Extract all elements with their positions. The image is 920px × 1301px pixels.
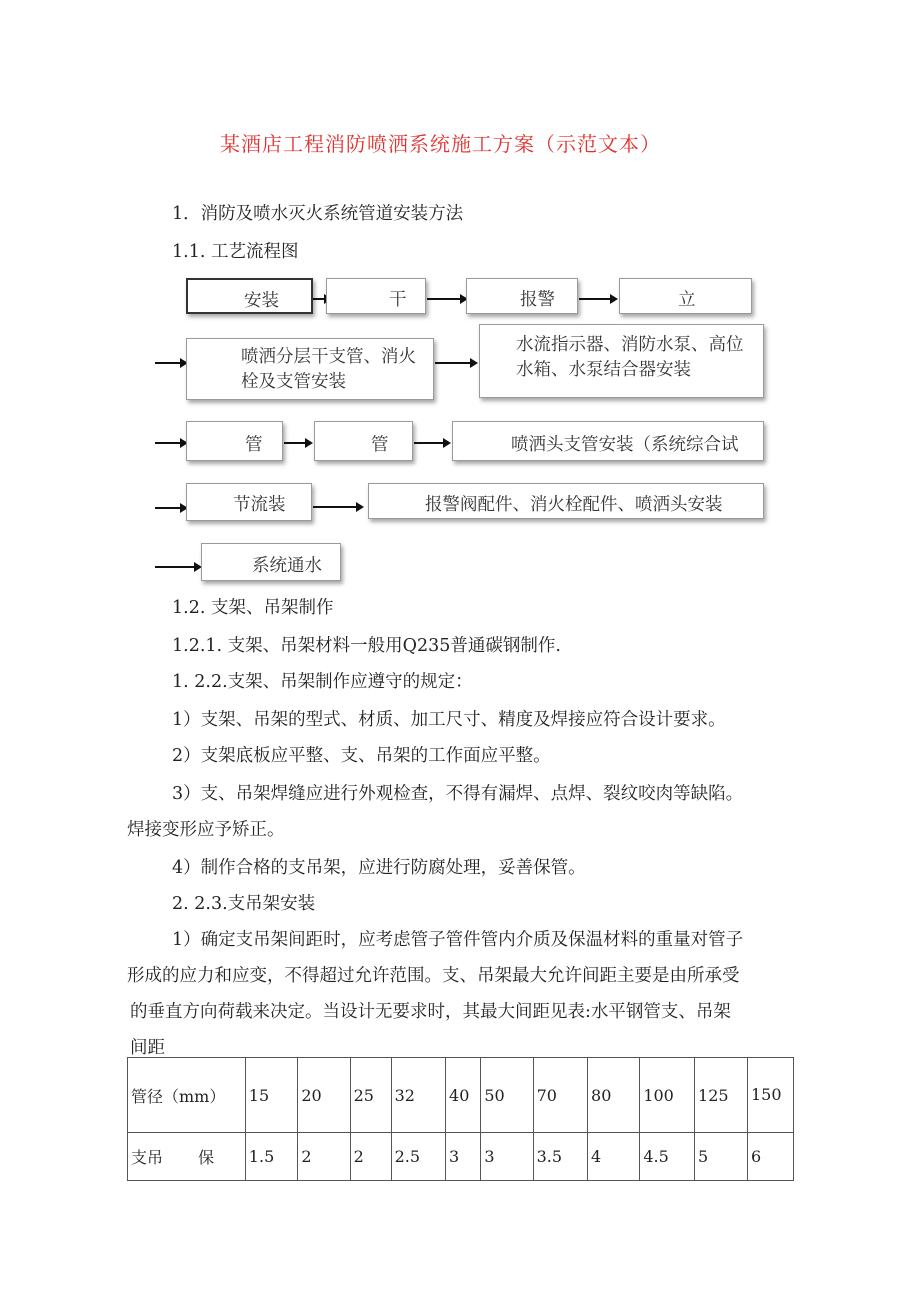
flow-box-label: 安装 <box>244 291 279 311</box>
table-cell: 5 <box>695 1133 748 1181</box>
flow-box-alarm <box>466 278 578 314</box>
table-cell: 4 <box>588 1133 640 1181</box>
table-cell: 80 <box>588 1058 640 1133</box>
flow-box-label: 水流指示器、消防水泵、高位水箱、水泵结合器安装 <box>516 335 744 380</box>
table-cell: 3 <box>446 1133 481 1181</box>
paragraph: 间距 <box>130 1038 165 1058</box>
flow-box-label: 节流装 <box>233 495 286 515</box>
table-cell: 32 <box>391 1058 445 1133</box>
table-cell: 20 <box>298 1058 350 1133</box>
flow-box-water-filling <box>201 543 341 581</box>
flow-arrow <box>579 298 611 300</box>
table-cell: 2.5 <box>391 1133 445 1181</box>
support-spacing-table <box>127 1057 794 1181</box>
table-cell: 50 <box>481 1058 533 1133</box>
flow-box-label: 管 <box>371 435 389 455</box>
section-heading: 1．消防及喷水灭火系统管道安装方法 <box>172 204 464 224</box>
table-cell: 70 <box>533 1058 587 1133</box>
flow-box-label: 报警 <box>520 290 555 310</box>
paragraph: 的垂直方向荷载来决定。当设计无要求时，其最大间距见表:水平钢管支、吊架 <box>130 1002 731 1022</box>
table-cell <box>748 1058 794 1133</box>
flow-arrow <box>155 362 181 364</box>
table-cell-header: 管径（mm） <box>128 1058 246 1133</box>
paragraph: 焊接变形应予矫正。 <box>127 820 285 840</box>
flow-box-label: 喷洒分层干支管、消火栓及支管安装 <box>241 347 416 392</box>
table-cell: 2 <box>298 1133 350 1181</box>
flow-box-label: 管 <box>245 435 263 455</box>
flow-box-branch-pipes <box>186 338 434 400</box>
table-cell: 2 <box>350 1133 391 1181</box>
flow-box-fittings <box>368 483 764 519</box>
paragraph: 1）确定支吊架间距时，应考虑管子管件管内介质及保温材料的重量对管子 <box>172 930 744 950</box>
paragraph: 1. 2.2.支架、吊架制作应遵守的规定： <box>172 672 473 692</box>
flow-box-throttle <box>186 483 312 521</box>
subsection-heading: 1.1. 工艺流程图 <box>172 242 299 262</box>
table-cell: 4.5 <box>640 1133 695 1181</box>
table-cell: 1.5 <box>245 1133 298 1181</box>
flow-box-riser <box>619 278 752 314</box>
table-cell-header: 保 <box>195 1133 245 1181</box>
flow-arrow <box>155 507 181 509</box>
paragraph: 1）支架、吊架的型式、材质、加工尺寸、精度及焊接应符合设计要求。 <box>172 710 726 730</box>
table-cell: 3.5 <box>533 1133 587 1181</box>
flow-box-install <box>186 278 313 314</box>
flow-box-label: 系统通水 <box>252 556 322 576</box>
flow-arrow <box>414 442 444 444</box>
flow-arrow <box>427 298 461 300</box>
table-cell: 3 <box>481 1133 533 1181</box>
flow-arrow <box>435 362 471 364</box>
paragraph: 2）支架底板应平整、支、吊架的工作面应平整。 <box>172 746 551 766</box>
flow-box-label: 报警阀配件、消火栓配件、喷洒头安装 <box>425 495 723 515</box>
paragraph: 1.2. 支架、吊架制作 <box>172 598 334 618</box>
flow-box-label: 干 <box>389 290 407 310</box>
table-cell-text: 150 <box>751 1085 782 1104</box>
paragraph: 2. 2.3.支吊架安装 <box>172 894 316 914</box>
page-title: 某酒店工程消防喷洒系统施工方案（示范文本） <box>220 132 661 156</box>
paragraph: 1.2.1. 支架、吊架材料一般用Q235普通碳钢制作. <box>172 636 561 656</box>
paragraph: 3）支、吊架焊缝应进行外观检查，不得有漏焊、点焊、裂纹咬肉等缺陷。 <box>172 784 744 804</box>
table-row <box>128 1133 794 1181</box>
flow-arrow <box>155 442 181 444</box>
flow-arrow <box>313 298 325 300</box>
table-cell: 25 <box>350 1058 391 1133</box>
table-cell: 6 <box>748 1133 794 1181</box>
table-cell: 40 <box>446 1058 481 1133</box>
table-cell: 125 <box>695 1058 748 1133</box>
flow-box-pipe-2 <box>314 421 413 461</box>
paragraph: 形成的应力和应变，不得超过允许范围。支、吊架最大允许间距主要是由所承受 <box>127 966 740 986</box>
flow-box-label: 喷洒头支管安装（系统综合试 <box>511 435 739 455</box>
flow-box-label: 立 <box>678 290 696 310</box>
flow-arrow <box>155 566 195 568</box>
table-row <box>128 1058 794 1133</box>
flow-arrow <box>313 506 357 508</box>
table-cell: 100 <box>640 1058 695 1133</box>
table-cell-header: 支吊 <box>128 1133 196 1181</box>
paragraph: 4）制作合格的支吊架，应进行防腐处理，妥善保管。 <box>172 858 586 878</box>
flow-box-pipe-1 <box>186 421 283 461</box>
table-cell: 15 <box>245 1058 298 1133</box>
flow-arrow <box>284 442 306 444</box>
flow-box-main <box>326 278 426 314</box>
flow-box-indicators <box>479 324 764 398</box>
flow-box-sprinkler-branch <box>452 421 764 461</box>
